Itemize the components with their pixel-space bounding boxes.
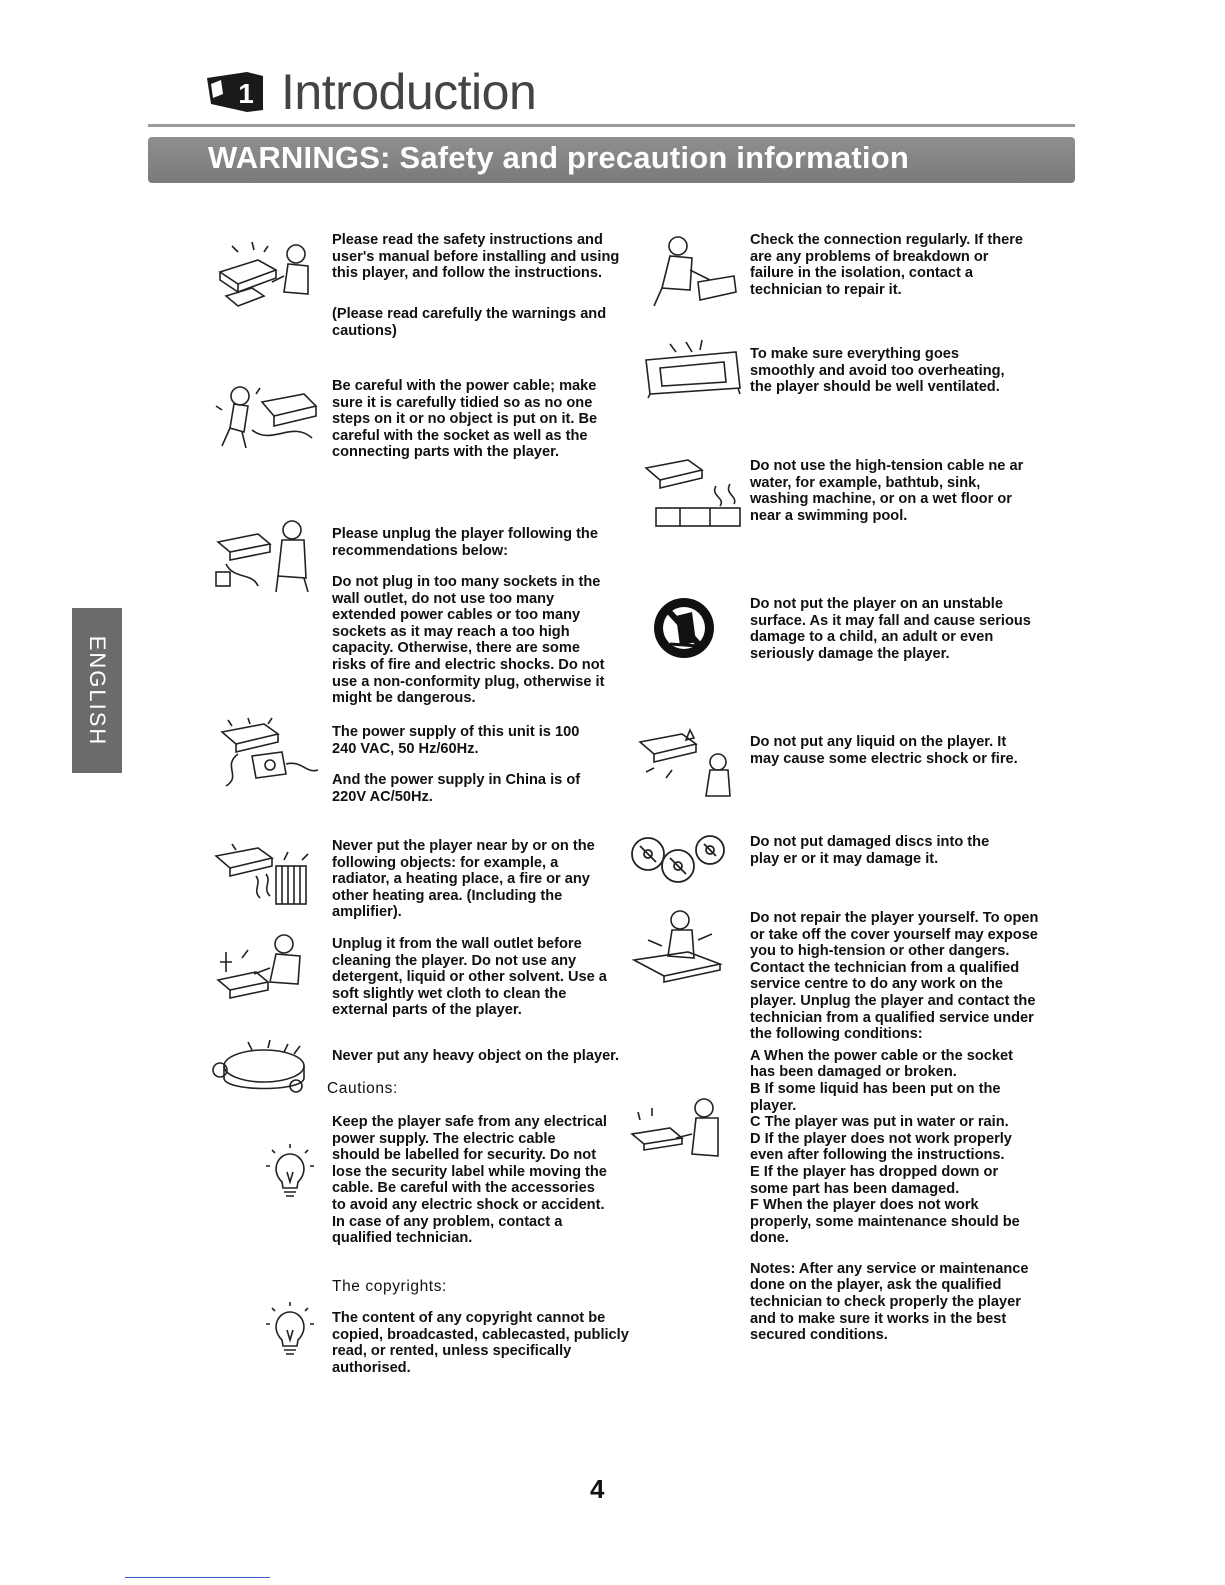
repair-condition-e: E If the player has dropped down or some part has been damaged. — [750, 1163, 999, 1197]
language-label: ENGLISH — [85, 635, 110, 746]
power-supply-illustration — [212, 712, 322, 792]
chapter-number-badge — [205, 70, 267, 114]
chapter-header — [205, 62, 536, 122]
unplug-intro-text: Please unplug the player following the recommendations below: — [332, 526, 598, 559]
repair-condition-c: C The player was put in water or rain. — [750, 1114, 1009, 1131]
read-instructions-text: Please read the safety instructions and user's manual before installing and using this player, and follow the instructions. — [332, 232, 620, 282]
cleaning-illustration — [212, 928, 322, 1008]
repair-condition-f: F When the player does not work properly, some maintenance should be done. — [750, 1197, 1020, 1247]
repair-condition-b: B If some liquid has been put on the player. — [750, 1080, 1001, 1114]
repair-condition-d: D If the player does not work properly even after following the instructions. — [750, 1130, 1012, 1164]
lightbulb-icon — [264, 1142, 316, 1200]
unplug-illustration — [212, 516, 322, 596]
cautions-text: Keep the player safe from any electrical power supply. The electric cable should be labelled for security. Do not lose the security label while moving the cable. Be careful with the accessories to avoid any electric shock or accident. In case of any problem, contact a qualified technician. — [332, 1114, 607, 1247]
repair-condition-a: A When the power cable or the socket has been damaged or broken. — [750, 1047, 1014, 1081]
water-text: Do not use the high-tension cable ne ar water, for example, bathtub, sink, washing machine, or on a wet floor or near a swimming pool. — [750, 458, 1024, 524]
warning-banner — [148, 137, 1075, 183]
read-instructions-note: (Please read carefully the warnings and cautions) — [332, 306, 607, 339]
copyrights-heading: The copyrights: — [332, 1278, 447, 1295]
repair-illustration — [628, 904, 733, 988]
chapter-title: Introduction — [281, 64, 537, 120]
technician-illustration — [626, 1094, 726, 1174]
unstable-surface-warning-icon — [650, 590, 720, 666]
damaged-discs-illustration — [628, 826, 728, 888]
liquid-illustration — [636, 722, 741, 802]
power-cable-illustration — [212, 376, 322, 452]
heat-source-text: Never put the player near by or on the following objects: for example, a radiator, a heating place, a fire or any other heating area. (Including the amplifier). — [332, 838, 595, 921]
connection-text: Check the connection regularly. If there are any problems of breakdown or failure in the isolation, contact a technician to repair it. — [750, 232, 1024, 298]
unplug-body-text: Do not plug in too many sockets in the wall outlet, do not use too many extended power cables or too many sockets as it may reach a too high capacity. Otherwise, there are some risks of fire and electric shocks. Do not use a non-conformity plug, otherwise it might be dangerous. — [332, 574, 605, 707]
cleaning-text: Unplug it from the wall outlet before cleaning the player. Do not use any detergent, liquid or other solvent. Use a soft slightly wet cloth to clean the external parts of the player. — [332, 936, 607, 1019]
cautions-heading: Cautions: — [327, 1080, 398, 1097]
liquid-text: Do not put any liquid on the player. It may cause some electric shock or fire. — [750, 734, 1018, 767]
heavy-object-illustration — [208, 1036, 318, 1106]
ventilation-illustration — [640, 338, 745, 400]
water-illustration — [640, 450, 745, 530]
heavy-object-text: Never put any heavy object on the player. — [332, 1048, 620, 1064]
service-notes-text: Notes: After any service or maintenance done on the player, ask the qualified technician to check properly the player and to make sure it works in the best secured conditions. — [750, 1260, 1029, 1344]
lightbulb-icon — [264, 1300, 316, 1358]
power-supply-text: The power supply of this unit is 100 240 VAC, 50 Hz/60Hz. — [332, 724, 580, 757]
header-rule — [148, 124, 1075, 127]
copyrights-text: The content of any copyright cannot be copied, broadcasted, cablecasted, publicly read, or rented, unless specifically authorised. — [332, 1310, 629, 1376]
unstable-surface-text: Do not put the player on an unstable surface. As it may fall and cause serious damage to a child, an adult or even seriously damage the player. — [750, 596, 1031, 662]
banner-title: WARNINGS: Safety and precaution information — [208, 140, 909, 175]
chapter-number: 1 — [238, 78, 254, 109]
damaged-discs-text: Do not put damaged discs into the play er or it may damage it. — [750, 834, 990, 867]
power-cable-text: Be careful with the power cable; make sure it is carefully tidied so as no one steps on it or no object is put on it. Be careful with the socket as well as the connecting parts with the player. — [332, 378, 598, 461]
footer-line — [125, 1577, 270, 1578]
ventilation-text: To make sure everything goes smoothly and avoid too overheating, the player should be well ventilated. — [750, 346, 1005, 396]
repair-intro-text: Do not repair the player yourself. To open or take off the cover yourself may expose you to high-tension or other dangers. Contact the technician from a qualified service centre to do any work on the player. Unplug the player and contact the technician from a qualified service under the following conditions: — [750, 910, 1039, 1043]
connection-check-illustration — [650, 230, 740, 310]
power-supply-china-text: And the power supply in China is of 220V AC/50Hz. — [332, 772, 581, 805]
repair-text-block — [750, 910, 1040, 1344]
page-number: 4 — [590, 1474, 605, 1504]
heat-source-illustration — [212, 840, 322, 910]
language-side-tab — [72, 608, 122, 773]
manual-reading-illustration — [212, 232, 322, 312]
